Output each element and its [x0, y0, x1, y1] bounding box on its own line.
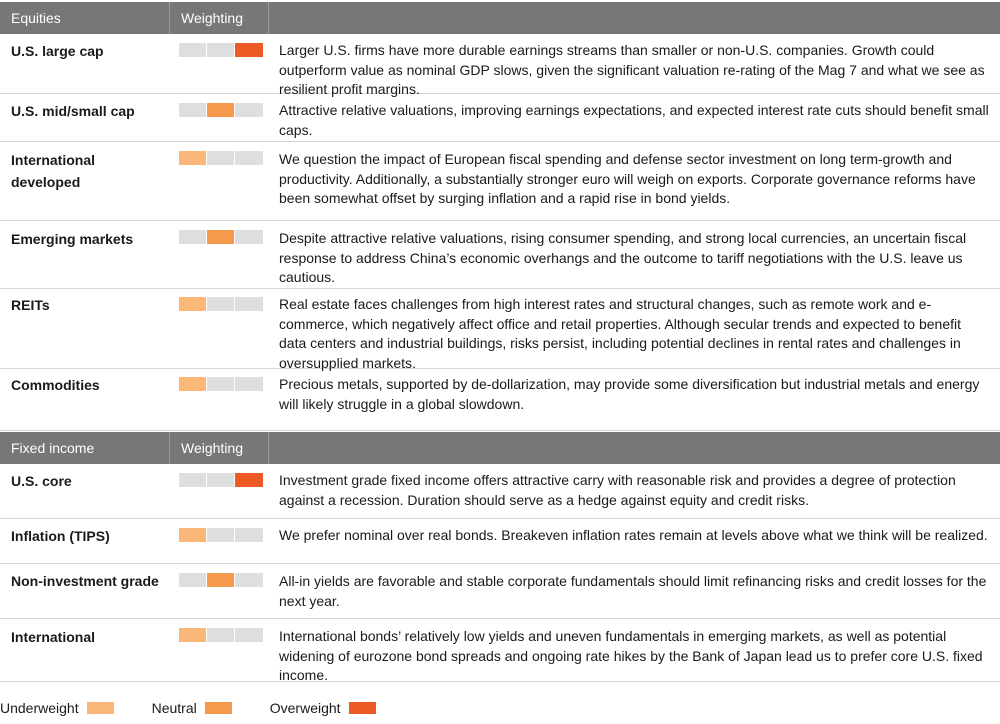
- asset-class-name: Commodities: [11, 377, 100, 393]
- asset-class-name: REITs: [11, 297, 50, 313]
- equities-row: [0, 289, 1000, 369]
- rationale-text: We question the impact of European fiscal spending and defense sector investment on long term-growth and productivity. Additionally, a substantially stronger euro will weigh on exports. Corporate governance reforms have been somewhat offset by surging inflation and a rapid rise in bond yields.: [279, 151, 976, 206]
- asset-class-name: Inflation (TIPS): [11, 528, 110, 544]
- weighting-segment-empty: [207, 528, 235, 542]
- weighting-segment-empty: [179, 573, 207, 587]
- weighting-bar: [179, 43, 263, 57]
- weighting-segment-empty: [235, 377, 263, 391]
- weighting-bar: [179, 473, 263, 487]
- asset-class-name: International developed: [11, 152, 96, 190]
- equities-row: [0, 142, 1000, 221]
- rationale-text: Real estate faces challenges from high interest rates and structural changes, such as remote work and e-commerce, which negatively affect office and retail properties. Although secular trends and expected to benefit data centers and industrial buildings, risks persist, including potential declines in rental rates and challenges in oversupplied markets.: [279, 296, 961, 371]
- asset-class-name: International: [11, 629, 96, 645]
- weighting-marker-overweight: [235, 473, 263, 487]
- weighting-marker-underweight: [179, 528, 207, 542]
- rationale-text: Attractive relative valuations, improving earnings expectations, and expected interest rate cuts should benefit small caps.: [279, 102, 989, 138]
- rationale-text: Despite attractive relative valuations, rising consumer spending, and strong local currencies, an uncertain fiscal response to address China’s economic overhangs and the outcome to tariff negotiations with the U.S. leave us cautious.: [279, 230, 967, 285]
- weighting-bar: [179, 628, 263, 642]
- weighting-segment-empty: [179, 473, 207, 487]
- weighting-segment-empty: [179, 230, 207, 244]
- weighting-segment-empty: [207, 377, 235, 391]
- weighting-marker-underweight: [179, 377, 207, 391]
- weighting-bar: [179, 528, 263, 542]
- equities-row: [0, 221, 1000, 289]
- weighting-marker-underweight: [179, 628, 207, 642]
- rationale-text: We prefer nominal over real bonds. Breakeven inflation rates remain at levels above what we think will be realized.: [279, 527, 988, 543]
- weighting-segment-empty: [207, 473, 235, 487]
- weighting-marker-neutral: [207, 230, 235, 244]
- fixed-income-header-weighting: Weighting: [170, 432, 269, 464]
- legend-underweight-swatch: [87, 702, 114, 714]
- asset-class-name: U.S. mid/small cap: [11, 103, 135, 119]
- weighting-bar: [179, 377, 263, 391]
- rationale-text: Investment grade fixed income offers attractive carry with reasonable risk and provides a degree of protection against a recession. Duration should serve as a hedge against equity and credit risks.: [279, 472, 956, 508]
- weighting-segment-empty: [235, 628, 263, 642]
- legend-neutral-swatch: [205, 702, 232, 714]
- fixed-income-header-category: Fixed income: [0, 432, 170, 464]
- fixed-income-row: [0, 519, 1000, 564]
- asset-class-name: U.S. large cap: [11, 43, 104, 59]
- weighting-segment-empty: [207, 628, 235, 642]
- weighting-segment-empty: [235, 103, 263, 117]
- weighting-legend: [0, 700, 376, 716]
- weighting-bar: [179, 151, 263, 165]
- fixed-income-row: [0, 464, 1000, 519]
- equities-row: [0, 94, 1000, 142]
- legend-underweight-label: Underweight: [0, 700, 79, 716]
- legend-neutral-label: Neutral: [151, 700, 197, 716]
- equities-header: [0, 2, 1000, 34]
- equities-row: [0, 34, 1000, 97]
- weighting-marker-neutral: [207, 103, 235, 117]
- weighting-segment-empty: [207, 151, 235, 165]
- asset-class-name: U.S. core: [11, 473, 72, 489]
- fixed-income-row: [0, 564, 1000, 619]
- fixed-income-row: [0, 619, 1000, 682]
- weighting-segment-empty: [207, 297, 235, 311]
- legend-overweight-swatch: [349, 702, 376, 714]
- rationale-text: All-in yields are favorable and stable corporate fundamentals should limit refinancing risks and credit losses for the next year.: [279, 573, 987, 609]
- weighting-segment-empty: [207, 43, 235, 57]
- weighting-segment-empty: [235, 230, 263, 244]
- weighting-segment-empty: [235, 528, 263, 542]
- weighting-segment-empty: [179, 43, 207, 57]
- equities-header-weighting: Weighting: [170, 2, 269, 34]
- legend-overweight-label: Overweight: [269, 700, 341, 716]
- equities-header-category: Equities: [0, 2, 170, 34]
- rationale-text: Precious metals, supported by de-dollarization, may provide some diversification but industrial metals and energy will likely struggle in a global slowdown.: [279, 376, 980, 412]
- asset-class-name: Emerging markets: [11, 231, 134, 247]
- fixed-income-header: [0, 432, 1000, 464]
- weighting-bar: [179, 103, 263, 117]
- weighting-segment-empty: [235, 297, 263, 311]
- rationale-text: Larger U.S. firms have more durable earnings streams than smaller or non-U.S. companies. Growth could outperform value as nominal GDP slows, given the significant valuation re-rating of the Mag 7 and what we see as resilient profit margins.: [279, 42, 985, 97]
- rationale-text: International bonds’ relatively low yields and uneven fundamentals in emerging markets, as well as potential widening of eurozone bond spreads and ongoing rate hikes by the Bank of Japan lead us to prefer core U.S. fixed income.: [279, 628, 983, 683]
- weighting-bar: [179, 573, 263, 587]
- weighting-marker-overweight: [235, 43, 263, 57]
- weighting-marker-underweight: [179, 151, 207, 165]
- asset-class-name: Non-investment grade: [11, 573, 159, 589]
- weighting-segment-empty: [235, 573, 263, 587]
- weighting-bar: [179, 230, 263, 244]
- weighting-marker-underweight: [179, 297, 207, 311]
- weighting-segment-empty: [179, 103, 207, 117]
- equities-row: [0, 369, 1000, 431]
- weighting-bar: [179, 297, 263, 311]
- weighting-segment-empty: [235, 151, 263, 165]
- weighting-marker-neutral: [207, 573, 235, 587]
